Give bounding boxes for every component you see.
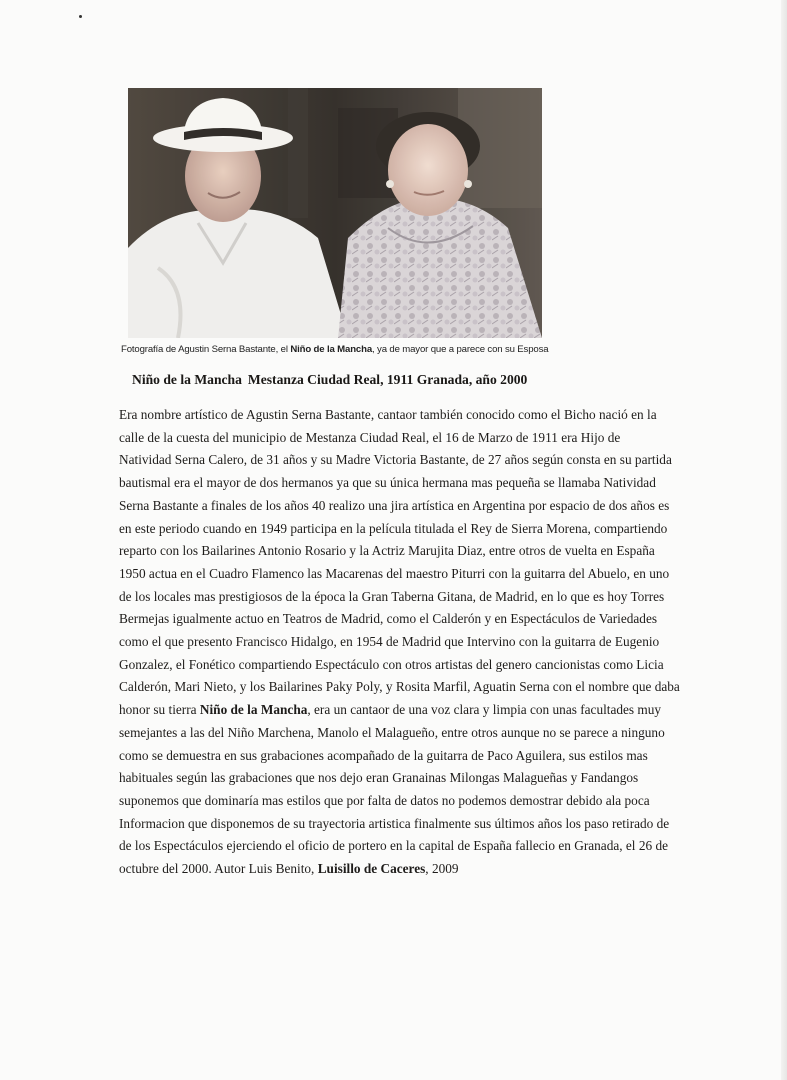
body-line: Era nombre artístico de Agustin Serna Bastante, cantaor también conocido como el Bicho nació en la — [119, 407, 657, 422]
heading-place-dates: Mestanza Ciudad Real, 1911 Granada, año 2000 — [247, 372, 528, 387]
photo-caption — [121, 344, 561, 356]
body-bold-name: Niño de la Mancha — [199, 702, 308, 718]
body-line: suponemos que dominaría mas estilos que por falta de datos no podemos demostrar debido ala poca — [119, 792, 650, 808]
article-body — [119, 404, 695, 881]
scan-speck — [79, 15, 82, 18]
body-line: como el que presento Francisco Hidalgo, en 1954 de Madrid que Intervino con la guitarra de Eugenio — [119, 634, 660, 650]
body-text: , 2009 — [425, 861, 459, 877]
body-line: de los locales mas prestigiosos de la época la Gran Taberna Gitana, de Madrid, en lo que es hoy Torres — [119, 588, 665, 604]
body-line: calle de la cuesta del municipio de Mestanza Ciudad Real, el 16 de Marzo de 1911 era Hijo de — [119, 429, 621, 445]
caption-text-end: , ya de mayor que a parece con su Esposa — [372, 344, 549, 355]
author-pseudonym: Luisillo de Caceres — [317, 861, 426, 877]
body-line: 1950 actua en el Cuadro Flamenco las Macarenas del maestro Piturri con la guitarra del Abuelo, en uno — [119, 565, 670, 581]
photo-couple — [128, 88, 542, 338]
caption-name: Niño de la Mancha — [290, 344, 373, 355]
body-line: Bermejas igualmente actuo en Teatros de Madrid, como el Calderón y en Espectáculos de Variedades — [119, 611, 658, 627]
body-line: Informacion que disponemos de su trayectoria artistica finalmente sus últimos años los paso retirado de — [119, 815, 670, 831]
body-line: habituales según las grabaciones que nos dejo eran Granainas Milongas Malagueñas y Fandangos — [119, 770, 639, 786]
scan-edge — [781, 0, 787, 1080]
body-line: bautismal era el mayor de dos hermanos ya que su única hermana mas pequeña se llamaba Natividad — [119, 475, 656, 491]
article-heading — [132, 372, 652, 388]
body-line — [119, 858, 695, 881]
body-text: octubre del 2000. Autor Luis Benito, — [119, 861, 318, 877]
caption-text: Fotografía de Agustin Serna Bastante, el — [121, 344, 291, 355]
body-line: semejantes a las del Niño Marchena, Manolo el Malagueño, entre otros aunque no se parece a ninguno — [119, 724, 665, 740]
body-line: Natividad Serna Calero, de 31 años y su Madre Victoria Bastante, de 27 años según consta en su partida — [119, 452, 672, 468]
body-line: Calderón, Mari Nieto, y los Bailarines Paky Poly, y Rosita Marfil, Aguatin Serna con el nombre que daba — [119, 679, 680, 695]
body-text: , era un cantaor de una voz clara y limpia con unas facultades muy — [307, 702, 662, 718]
heading-name: Niño de la Mancha — [132, 372, 242, 387]
body-line: en este periodo cuando en 1949 participa en la película titulada el Rey de Sierra Morena, compartiendo — [119, 520, 668, 536]
body-line: Gonzalez, el Fonético compartiendo Espectáculo con otros artistas del genero cancionistas como Licia — [119, 656, 664, 672]
body-line: de los Espectáculos ejerciendo el oficio de portero en la capital de España fallecio en Granada, el 26 de — [119, 838, 668, 854]
body-line: como se demuestra en sus grabaciones acompañado de la guitarra de Paco Aguilera, sus estilos mas — [119, 747, 648, 763]
body-line: Serna Bastante a finales de los años 40 realizo una jira artística en Argentina por espacio de dos años es — [119, 497, 670, 513]
body-line: reparto con los Bailarines Antonio Rosario y la Actriz Marujita Diaz, entre otros de vuelta en España — [119, 543, 655, 559]
body-text: honor su tierra — [119, 702, 200, 718]
body-line — [119, 699, 695, 722]
